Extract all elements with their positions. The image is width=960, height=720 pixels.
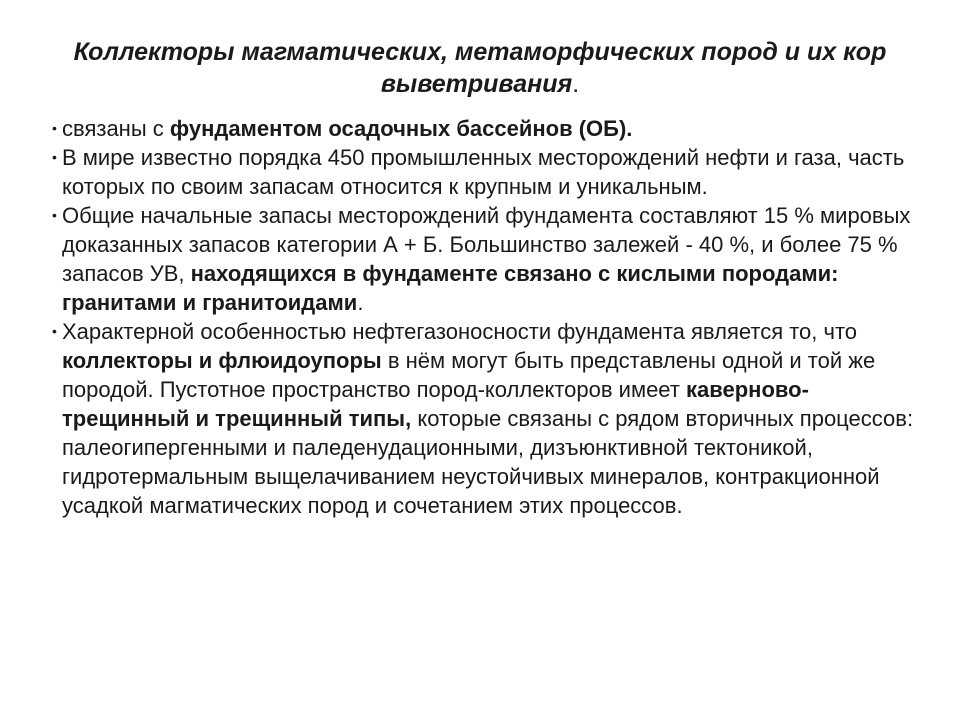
bullet-4-text-c: которые связаны с рядом вторичных процессов: палеогипергенными и паледенудационными, дизъюнктивной тектоникой, гидротермальным выщелачиванием неустойчивых минералов, контракционной усадкой магматических пород и сочетанием этих процессов. <box>62 406 914 518</box>
bullet-3-bold: находящихся в фундаменте связано с кислыми породами: гранитами и гранитоидами <box>62 261 839 315</box>
bullet-item-2 <box>52 143 932 201</box>
bullet-item-1 <box>52 114 932 143</box>
bullet-2-text: В мире известно порядка 450 промышленных месторождений нефти и газа, часть которых по своим запасам относится к крупным и уникальным. <box>62 145 905 199</box>
bullet-3-end: . <box>357 290 364 315</box>
bullet-1-text: связаны с <box>62 116 170 141</box>
slide-title-text: Коллекторы магматических, метаморфических пород и их кор выветривания <box>73 38 887 98</box>
bullet-list <box>52 114 932 520</box>
bullet-1-bold: фундаментом осадочных бассейнов (ОБ). <box>169 116 633 141</box>
bullet-4-bold-a: коллекторы и флюидоупоры <box>62 348 382 373</box>
bullet-4-text-b: в нём могут быть представлены одной и той же породой. Пустотное пространство пород-коллекторов имеет <box>62 348 876 402</box>
bullet-4-bold-b: каверново-трещинный и трещинный типы, <box>62 377 809 431</box>
bullet-item-3 <box>52 201 932 317</box>
bullet-item-4 <box>52 317 932 520</box>
slide-title <box>40 36 920 100</box>
slide-title-period: . <box>572 70 580 98</box>
bullet-4-text-a: Характерной особенностью нефтегазоносности фундамента является то, что <box>62 319 858 344</box>
bullet-3-text: Общие начальные запасы месторождений фундамента составляют 15 % мировых доказанных запасов категории А + Б. Большинство залежей - 40 %, и более 75 % запасов УВ, <box>62 203 911 286</box>
